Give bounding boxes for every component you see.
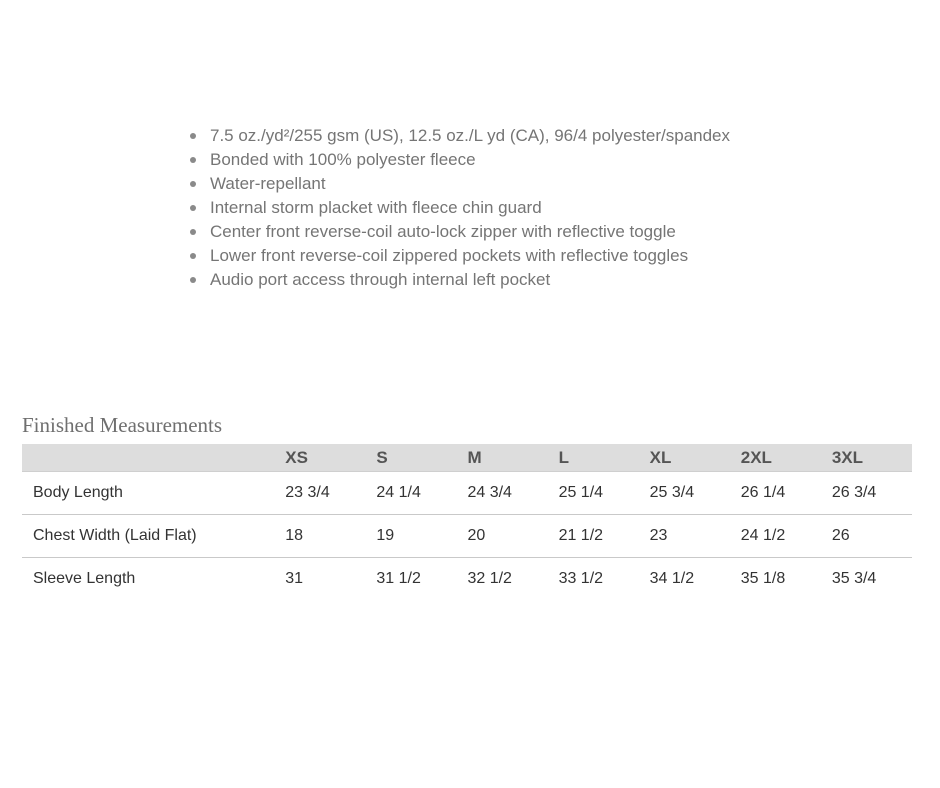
column-header-m: M — [456, 444, 547, 472]
table-cell: 24 3/4 — [456, 472, 547, 515]
bullet-icon — [190, 133, 196, 139]
measurements-table — [22, 444, 912, 600]
table-row-chest-width — [22, 515, 912, 558]
table-cell: 26 3/4 — [821, 472, 912, 515]
table-cell: 24 1/2 — [730, 515, 821, 558]
feature-item — [188, 244, 730, 268]
table-cell: 23 — [639, 515, 730, 558]
measurements-title: Finished Measurements — [22, 413, 223, 437]
feature-item — [188, 196, 730, 220]
table-cell: 20 — [456, 515, 547, 558]
table-cell: 24 1/4 — [365, 472, 456, 515]
table-cell: 34 1/2 — [649, 570, 695, 587]
feature-item — [188, 220, 730, 244]
feature-list — [188, 124, 730, 292]
row-label: Chest Width (Laid Flat) — [22, 515, 274, 558]
feature-text: Center front reverse-coil auto-lock zipper with reflective toggle — [210, 222, 676, 241]
table-row-body-length — [22, 472, 912, 515]
column-header-xs: XS — [274, 444, 365, 472]
column-header-l: L — [548, 444, 639, 472]
table-cell: 23 3/4 — [274, 472, 365, 515]
table-cell: 33 1/2 — [558, 570, 604, 587]
table-cell: 19 — [365, 515, 456, 558]
row-label: Body Length — [22, 472, 274, 515]
table-cell: 25 3/4 — [639, 472, 730, 515]
feature-item — [188, 148, 730, 172]
feature-text: Lower front reverse-coil zippered pockets with reflective toggles — [210, 246, 689, 265]
table-cell: 25 1/4 — [548, 472, 639, 515]
table-cell: 32 1/2 — [467, 570, 512, 587]
feature-item — [188, 172, 730, 196]
bullet-icon — [190, 229, 196, 235]
column-header-label — [22, 444, 274, 472]
table-cell: 35 1/8 — [740, 570, 786, 587]
feature-text: Bonded with 100% polyester fleece — [210, 150, 476, 169]
feature-text: Water-repellant — [210, 174, 326, 193]
feature-text: Audio port access through internal left pocket — [210, 270, 551, 289]
column-header-2xl: 2XL — [730, 444, 821, 472]
table-row-sleeve-length — [22, 558, 912, 601]
feature-item — [188, 268, 730, 292]
bullet-icon — [190, 205, 196, 211]
column-header-3xl: 3XL — [821, 444, 912, 472]
feature-text: 7.5 oz./yd²/255 gsm (US), 12.5 oz./L yd (CA), 96/4 polyester/spandex — [210, 126, 731, 145]
table-cell: 26 1/4 — [730, 472, 821, 515]
bullet-icon — [190, 181, 196, 187]
table-cell: 21 1/2 — [548, 515, 639, 558]
table-header-row — [22, 444, 912, 472]
row-label: Sleeve Length — [33, 570, 136, 587]
table-cell: 18 — [274, 515, 365, 558]
table-cell: 31 1/2 — [376, 570, 421, 587]
column-header-s: S — [365, 444, 456, 472]
table-cell: 35 3/4 — [831, 570, 877, 587]
bullet-icon — [190, 253, 196, 259]
bullet-icon — [190, 157, 196, 163]
column-header-xl: XL — [639, 444, 730, 472]
feature-text: Internal storm placket with fleece chin guard — [210, 198, 542, 217]
bullet-icon — [190, 277, 196, 283]
table-cell: 31 — [285, 570, 304, 587]
feature-item — [188, 124, 730, 148]
table-cell: 26 — [821, 515, 912, 558]
